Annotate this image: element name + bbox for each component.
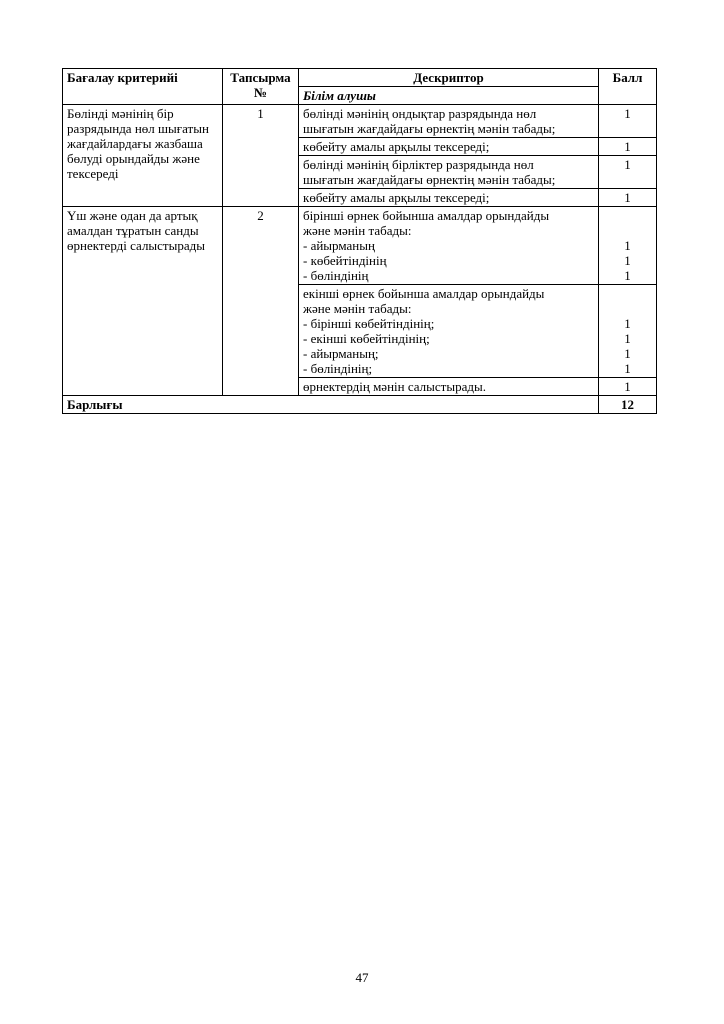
descriptor-line: өрнектердің мәнін салыстырады. [303, 379, 486, 394]
score-cell [599, 378, 657, 396]
task-number-cell: 1 [223, 105, 299, 207]
score-cell [599, 285, 657, 378]
table-row [63, 207, 657, 285]
header-criterion: Бағалау критерийі [63, 69, 223, 105]
descriptor-line: екінші өрнек бойынша амалдар орындайды [303, 286, 545, 301]
assessment-table-body [63, 69, 657, 414]
header-score: Балл [599, 69, 657, 105]
descriptor-cell [299, 207, 599, 285]
score-value: 1 [624, 157, 631, 172]
descriptor-line: көбейту амалы арқылы тексереді; [303, 139, 490, 154]
header-descriptor: Дескриптор [299, 69, 599, 87]
score-value: 1 [624, 361, 631, 376]
score-value [603, 301, 652, 316]
descriptor-line: шығатын жағдайдағы өрнектің мәнін табады; [303, 121, 556, 136]
descriptor-line: - бөліндінің [303, 268, 369, 283]
score-cell [599, 138, 657, 156]
descriptor-line: және мәнін табады: [303, 223, 412, 238]
header-learner: Білім алушы [299, 87, 599, 105]
descriptor-line: - бөліндінің; [303, 361, 373, 376]
score-value: 1 [624, 238, 631, 253]
score-value: 1 [624, 346, 631, 361]
task-number-cell: 2 [223, 207, 299, 396]
assessment-table [62, 68, 657, 414]
score-cell [599, 156, 657, 189]
header-task: Тапсырма № [223, 69, 299, 105]
total-label: Барлығы [63, 396, 599, 414]
score-value [603, 223, 652, 238]
score-value: 1 [624, 268, 631, 283]
score-value [603, 208, 652, 223]
descriptor-line: - көбейтіндінің [303, 253, 387, 268]
descriptor-line: - бірінші көбейтіндінің; [303, 316, 435, 331]
header-row [63, 69, 657, 87]
score-value: 1 [624, 379, 631, 394]
score-value: 1 [624, 331, 631, 346]
descriptor-line: бөлінді мәнінің ондықтар разрядында нөл [303, 106, 537, 121]
descriptor-cell [299, 285, 599, 378]
descriptor-cell [299, 156, 599, 189]
score-value: 1 [624, 253, 631, 268]
score-value: 1 [624, 139, 631, 154]
descriptor-cell [299, 138, 599, 156]
descriptor-cell [299, 378, 599, 396]
descriptor-line: бөлінді мәнінің бірліктер разрядында нөл [303, 157, 534, 172]
score-value: 1 [624, 316, 631, 331]
score-value [603, 286, 652, 301]
score-value: 1 [624, 106, 631, 121]
descriptor-line: - екінші көбейтіндінің; [303, 331, 430, 346]
descriptor-cell [299, 105, 599, 138]
total-row [63, 396, 657, 414]
score-cell [599, 207, 657, 285]
descriptor-line: бірінші өрнек бойынша амалдар орындайды [303, 208, 550, 223]
descriptor-line: көбейту амалы арқылы тексереді; [303, 190, 490, 205]
score-value: 1 [624, 190, 631, 205]
criterion-cell: Бөлінді мәнінің бір разрядында нөл шығатын жағдайлардағы жазбаша бөлуді орындайды және тексереді [63, 105, 223, 207]
descriptor-line: - айырманың; [303, 346, 379, 361]
criterion-cell: Үш және одан да артық амалдан тұратын санды өрнектерді салыстырады [63, 207, 223, 396]
descriptor-line: - айырманың [303, 238, 375, 253]
table-row [63, 105, 657, 138]
score-cell [599, 105, 657, 138]
page-number: 47 [355, 970, 369, 985]
descriptor-line: және мәнін табады: [303, 301, 412, 316]
descriptor-cell [299, 189, 599, 207]
total-value: 12 [599, 396, 657, 414]
descriptor-line: шығатын жағдайдағы өрнектің мәнін табады; [303, 172, 556, 187]
score-cell [599, 189, 657, 207]
